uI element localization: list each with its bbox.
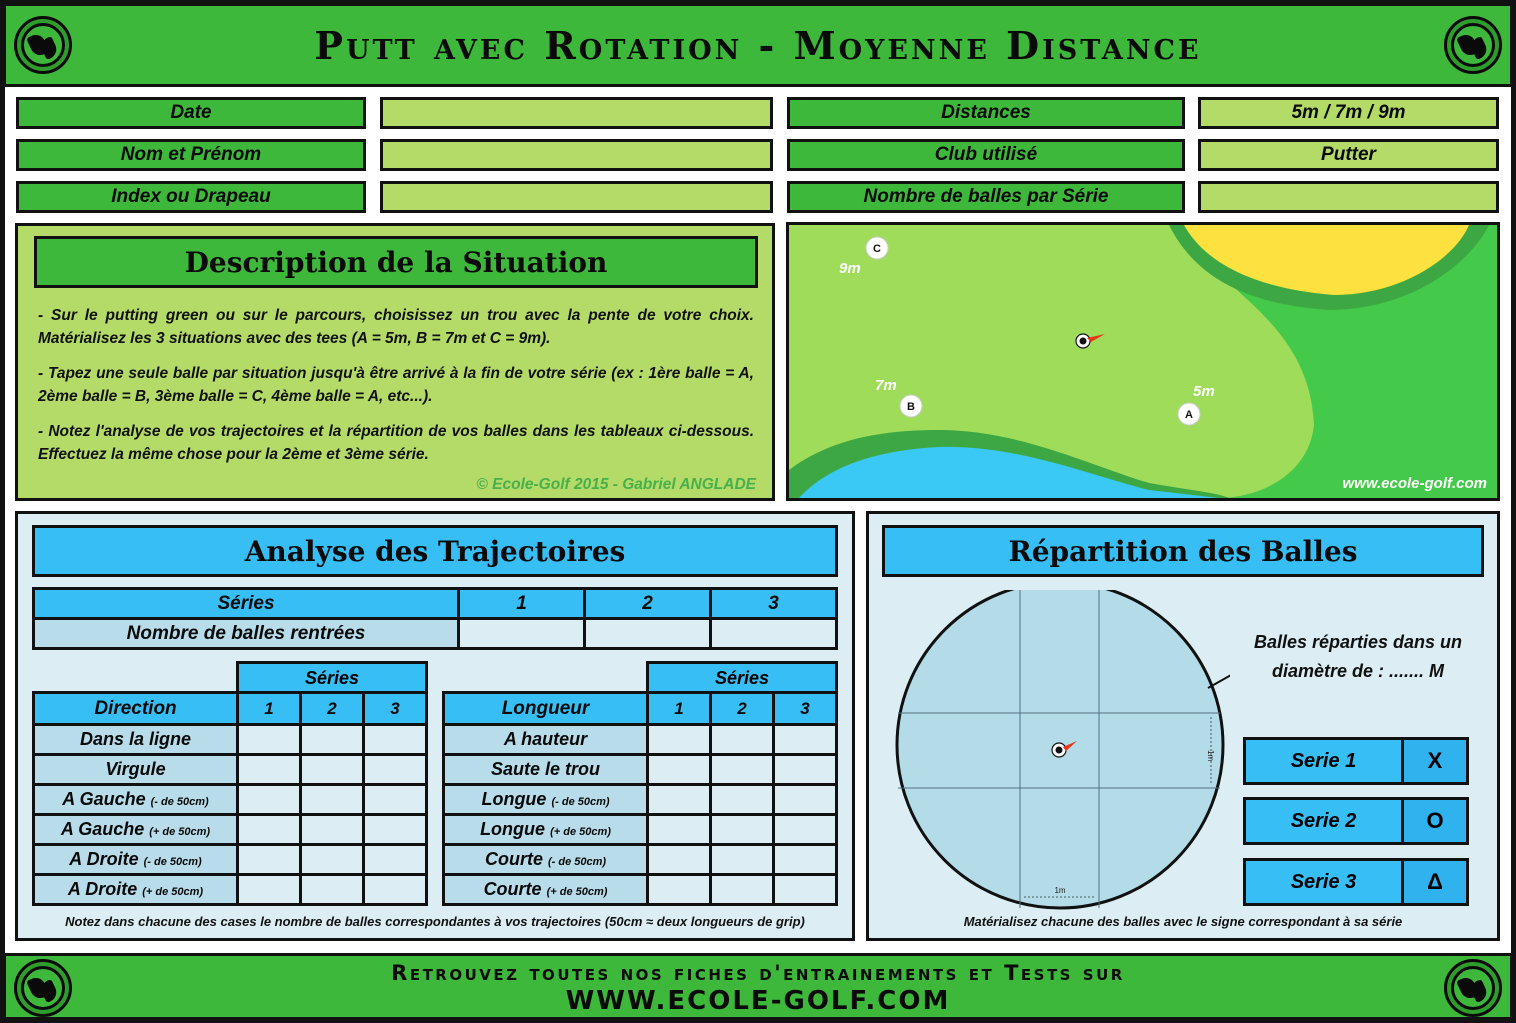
serie-2-label: Serie 2 (1246, 800, 1404, 842)
cross-icon: X (1404, 740, 1466, 782)
direction-row-label: A Droite (+ de 50cm) (34, 875, 238, 905)
date-label: Date (16, 97, 366, 129)
marker-c-label: C (873, 243, 881, 255)
series-col-2: 2 (585, 589, 711, 619)
direction-col-3: 3 (364, 693, 427, 725)
serie-1-legend (1243, 737, 1469, 785)
direction-cell[interactable] (238, 725, 301, 755)
ecole-golf-logo-icon (14, 959, 72, 1017)
length-row-label: Saute le trou (444, 755, 648, 785)
length-cell[interactable] (648, 785, 711, 815)
direction-row-label: A Gauche (+ de 50cm) (34, 815, 238, 845)
length-row-label: A hauteur (444, 725, 648, 755)
length-header: Longueur (444, 693, 648, 725)
direction-row-label: A Gauche (- de 50cm) (34, 785, 238, 815)
length-series-header: Séries (646, 661, 838, 693)
length-cell[interactable] (648, 755, 711, 785)
length-cell[interactable] (711, 815, 774, 845)
direction-cell[interactable] (364, 785, 427, 815)
distance-5m-label: 5m (1193, 383, 1215, 400)
length-col-3: 3 (774, 693, 837, 725)
direction-col-1: 1 (238, 693, 301, 725)
balls-per-series-field[interactable] (1198, 181, 1499, 213)
marker-a-label: A (1185, 409, 1193, 421)
series-col-3: 3 (711, 589, 837, 619)
direction-cell[interactable] (301, 725, 364, 755)
ecole-golf-logo-icon (1444, 959, 1502, 1017)
index-label: Index ou Drapeau (16, 181, 366, 213)
direction-cell[interactable] (238, 755, 301, 785)
distribution-title: Répartition des Balles (882, 525, 1484, 577)
distances-field[interactable]: 5m / 7m / 9m (1198, 97, 1499, 129)
page-title: Putt avec Rotation - Moyenne Distance (314, 22, 1202, 68)
green-map-illustration (789, 225, 1497, 498)
description-panel (15, 223, 775, 501)
distribution-target-diagram (890, 590, 1230, 910)
club-label: Club utilisé (787, 139, 1185, 171)
horizontal-scale-label: 1m (1054, 886, 1066, 895)
map-watermark: www.ecole-golf.com (1342, 475, 1487, 492)
club-field[interactable]: Putter (1198, 139, 1499, 171)
series-col-1: 1 (459, 589, 585, 619)
length-row-label: Longue (+ de 50cm) (444, 815, 648, 845)
length-cell[interactable] (711, 875, 774, 905)
analysis-title: Analyse des Trajectoires (32, 525, 838, 577)
direction-cell[interactable] (364, 815, 427, 845)
green-diagram (786, 222, 1500, 501)
series-header: Séries (34, 589, 459, 619)
description-title: Description de la Situation (34, 236, 758, 288)
header-bar (3, 3, 1513, 87)
balls-holed-label: Nombre de balles rentrées (34, 619, 459, 649)
direction-row-label: A Droite (- de 50cm) (34, 845, 238, 875)
serie-1-label: Serie 1 (1246, 740, 1404, 782)
name-label: Nom et Prénom (16, 139, 366, 171)
length-cell[interactable] (774, 845, 837, 875)
direction-cell[interactable] (301, 845, 364, 875)
direction-cell[interactable] (301, 785, 364, 815)
balls-holed-table (32, 587, 838, 650)
diameter-instruction: Balles réparties dans un diamètre de : ....... M (1253, 632, 1463, 681)
footer-tagline: Retrouvez toutes nos fiches d'entrainements et Tests sur (391, 960, 1125, 985)
direction-cell[interactable] (301, 815, 364, 845)
direction-cell[interactable] (238, 845, 301, 875)
description-paragraph: - Tapez une seule balle par situation jusqu'à être arrivé à la fin de votre série (ex : 1ère balle = A, 2ème balle = B, 3ème balle = C, 4ème balle = A, etc...). (38, 365, 754, 405)
marker-b-label: B (907, 401, 915, 413)
length-table (442, 691, 838, 906)
triangle-icon: Δ (1404, 861, 1466, 903)
footer-website-link[interactable]: WWW.ECOLE-GOLF.COM (565, 985, 951, 1016)
balls-holed-cell[interactable] (711, 619, 837, 649)
length-cell[interactable] (648, 845, 711, 875)
direction-cell[interactable] (364, 755, 427, 785)
copyright: © Ecole-Golf 2015 - Gabriel ANGLADE (476, 476, 756, 493)
length-cell[interactable] (648, 725, 711, 755)
length-row-label: Courte (+ de 50cm) (444, 875, 648, 905)
circle-icon: O (1404, 800, 1466, 842)
direction-table (32, 691, 428, 906)
description-paragraph: - Sur le putting green ou sur le parcours, choisissez un trou avec la pente de votre choix. Matérialisez les 3 situations avec des tees (A = 5m, B = 7m et C = 9m). (38, 307, 754, 347)
length-cell[interactable] (774, 815, 837, 845)
direction-cell[interactable] (364, 725, 427, 755)
length-row-label: Courte (- de 50cm) (444, 845, 648, 875)
direction-row-label: Dans la ligne (34, 725, 238, 755)
description-paragraph: - Notez l'analyse de vos trajectoires et la répartition de vos balles dans les tableaux ci-dessous. Effectuez la même chose pour la 2ème et 3ème série. (38, 423, 754, 463)
serie-3-label: Serie 3 (1246, 861, 1404, 903)
direction-cell[interactable] (364, 845, 427, 875)
distance-9m-label: 9m (839, 260, 861, 277)
length-col-1: 1 (648, 693, 711, 725)
serie-3-legend (1243, 858, 1469, 906)
length-cell[interactable] (774, 875, 837, 905)
vertical-scale-label: 1m (1206, 750, 1215, 762)
balls-holed-cell[interactable] (459, 619, 585, 649)
length-row-label: Longue (- de 50cm) (444, 785, 648, 815)
balls-per-series-label: Nombre de balles par Série (787, 181, 1185, 213)
length-cell[interactable] (774, 755, 837, 785)
serie-2-legend (1243, 797, 1469, 845)
length-col-2: 2 (711, 693, 774, 725)
direction-cell[interactable] (238, 815, 301, 845)
length-cell[interactable] (774, 725, 837, 755)
balls-holed-cell[interactable] (585, 619, 711, 649)
date-field[interactable] (380, 97, 773, 129)
footer-bar (3, 953, 1513, 1020)
length-cell[interactable] (648, 875, 711, 905)
ecole-golf-logo-icon (1444, 16, 1502, 74)
length-cell[interactable] (648, 815, 711, 845)
direction-col-2: 2 (301, 693, 364, 725)
analysis-footnote: Notez dans chacune des cases le nombre de balles correspondantes à vos trajectoires (50cm ≈ deux longueurs de grip) (65, 914, 805, 929)
direction-cell[interactable] (301, 875, 364, 905)
length-cell[interactable] (711, 755, 774, 785)
direction-header: Direction (34, 693, 238, 725)
distance-7m-label: 7m (875, 377, 897, 394)
name-field[interactable] (380, 139, 773, 171)
index-field[interactable] (380, 181, 773, 213)
length-cell[interactable] (774, 785, 837, 815)
direction-cell[interactable] (364, 875, 427, 905)
distribution-footnote: Matérialisez chacune des balles avec le signe correspondant à sa série (963, 914, 1403, 929)
ecole-golf-logo-icon (14, 16, 72, 74)
direction-cell[interactable] (238, 875, 301, 905)
direction-cell[interactable] (301, 755, 364, 785)
length-cell[interactable] (711, 725, 774, 755)
length-cell[interactable] (711, 845, 774, 875)
distances-label: Distances (787, 97, 1185, 129)
direction-series-header: Séries (236, 661, 428, 693)
direction-cell[interactable] (238, 785, 301, 815)
length-cell[interactable] (711, 785, 774, 815)
direction-row-label: Virgule (34, 755, 238, 785)
